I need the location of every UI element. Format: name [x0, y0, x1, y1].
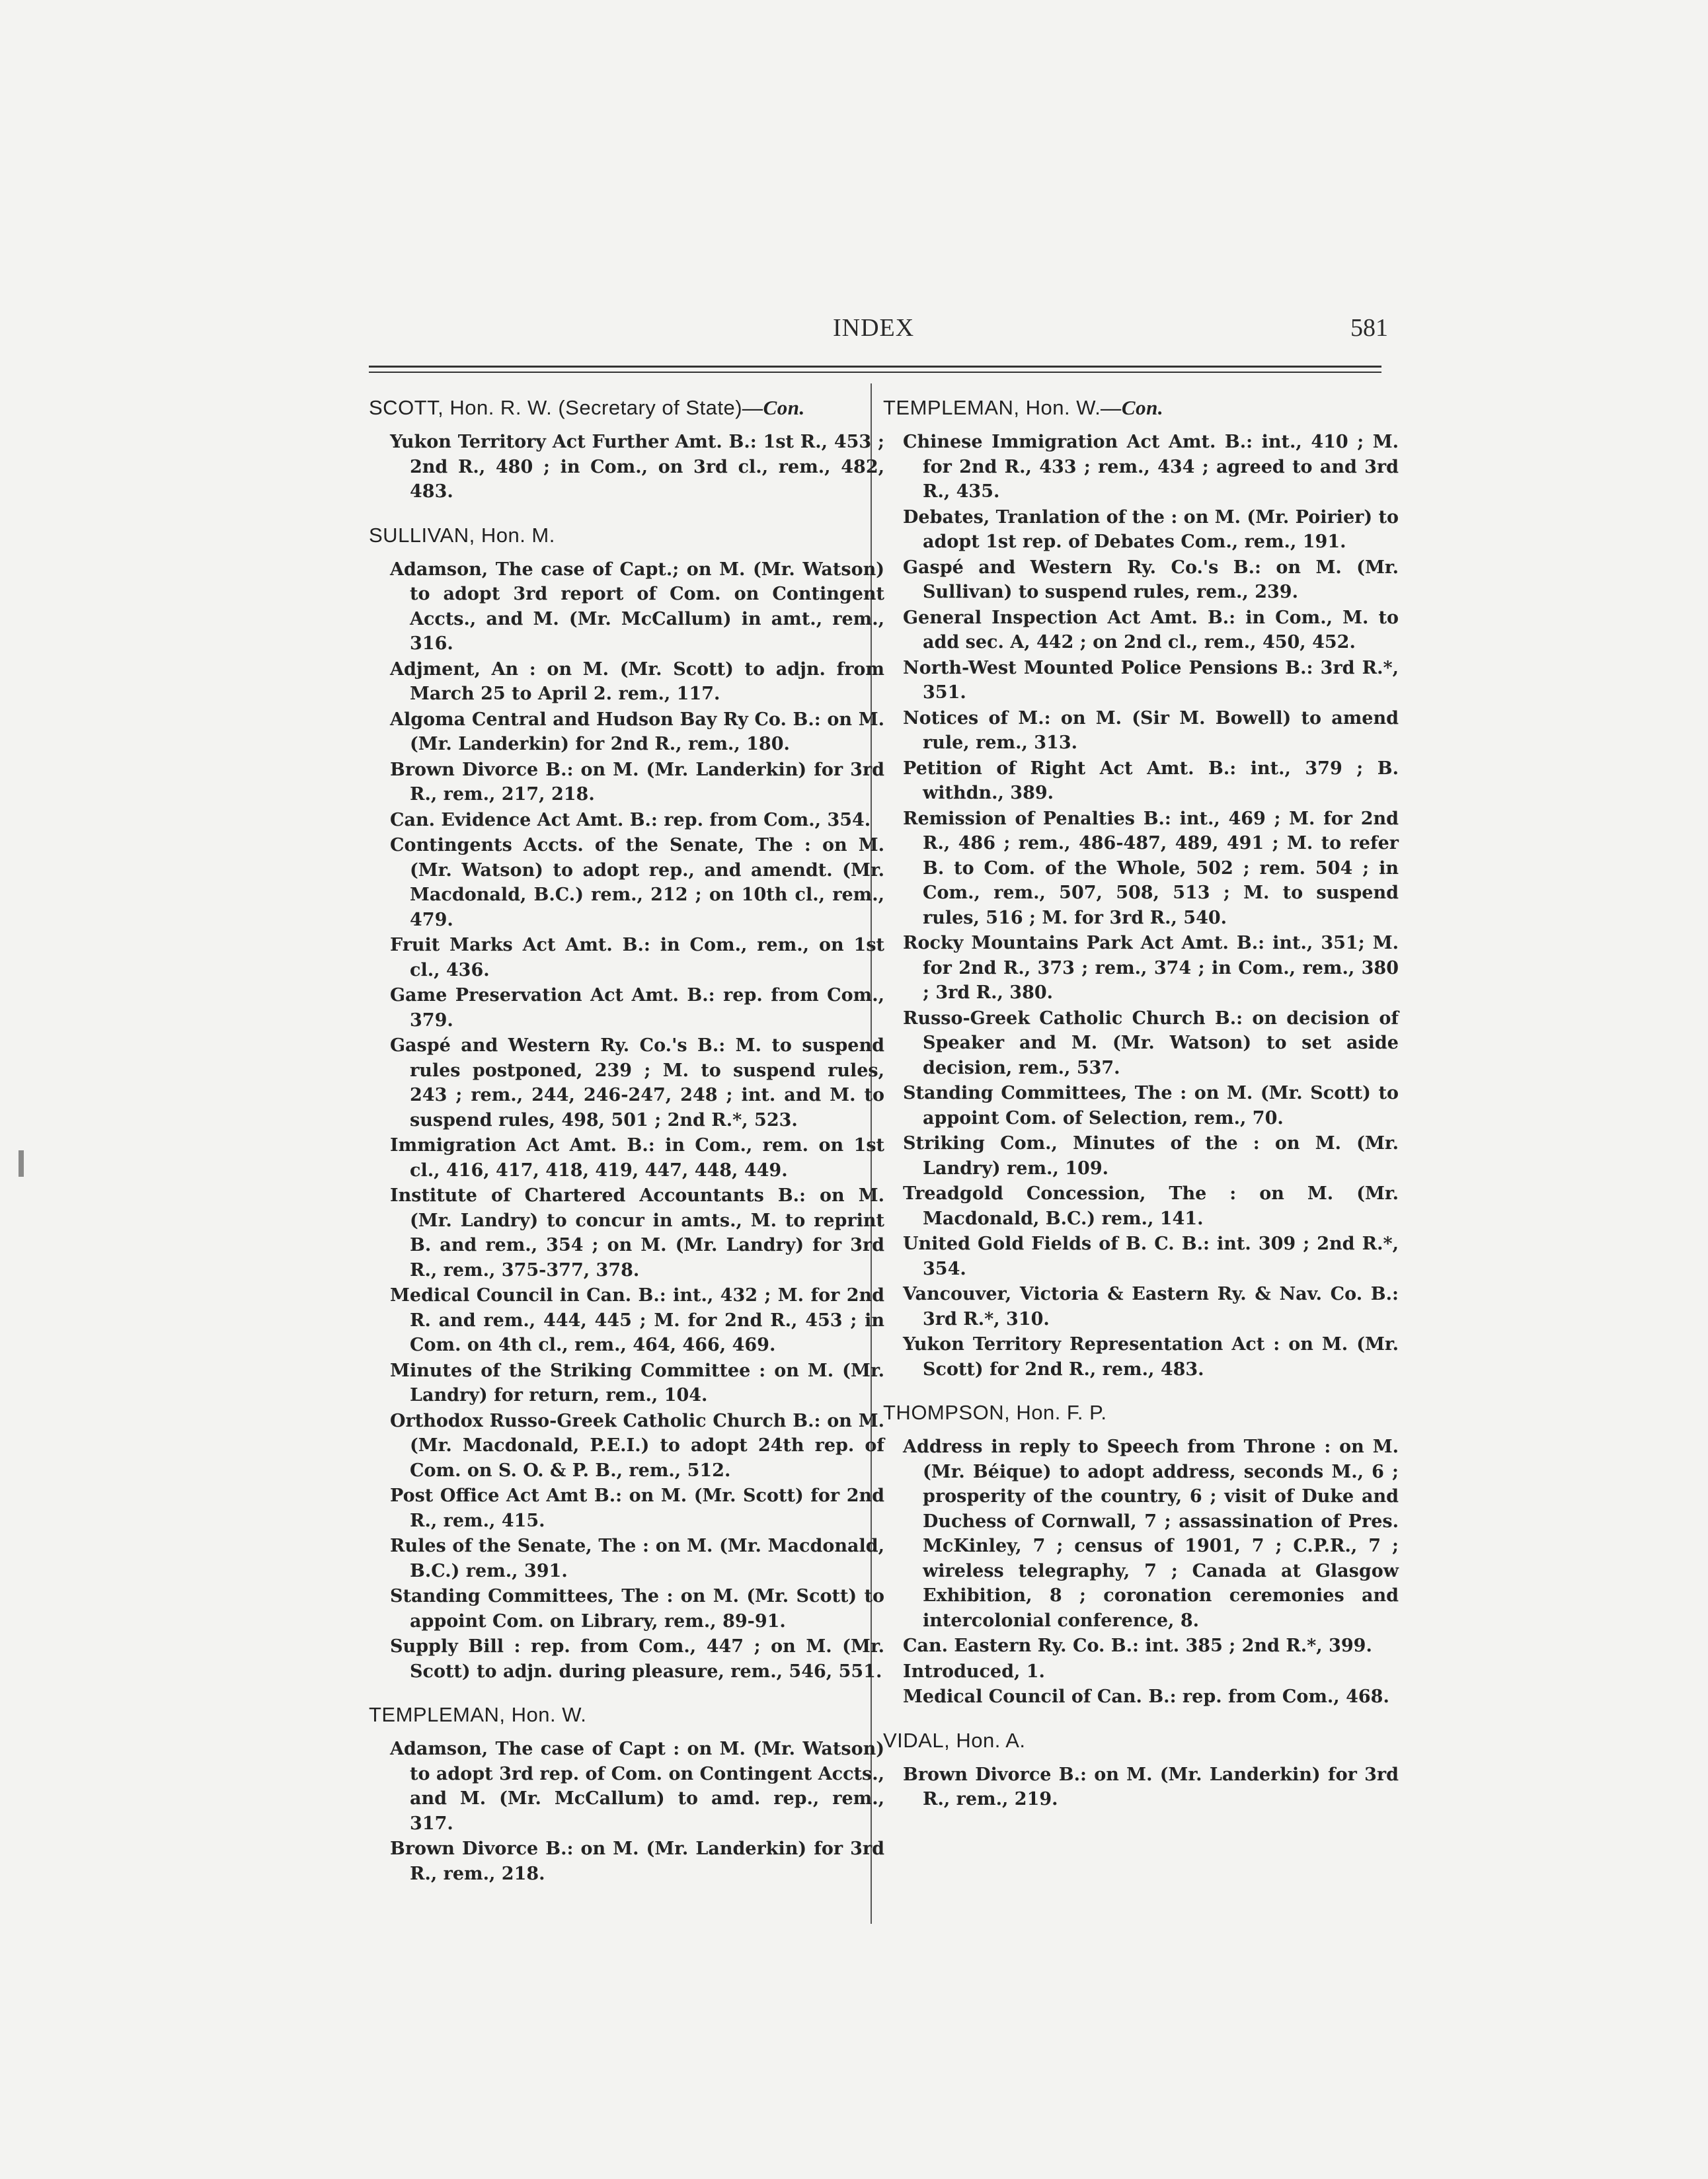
index-entry: Notices of M.: on M. (Sir M. Bowell) to amend rule, rem., 313.	[903, 707, 1399, 753]
index-entry: United Gold Fields of B. C. B.: int. 309 ; 2nd R.*, 354.	[903, 1234, 1399, 1279]
index-entry: Supply Bill : rep. from Com., 447 ; on M. (Mr. Scott) to adjn. during pleasure, rem., 546, 551.	[390, 1636, 884, 1682]
index-entry: Adamson, The case of Capt.; on M. (Mr. Watson) to adopt 3rd report of Com. on Contingent Accts., and M. (Mr. McCallum) in amt., rem., 316.	[390, 559, 884, 654]
member-name: VIDAL, Hon. A.	[883, 1728, 1026, 1752]
page-header	[370, 313, 1388, 353]
right-column	[883, 394, 1399, 1829]
continued-marker: —Con.	[742, 396, 805, 419]
page-number: 581	[1350, 314, 1388, 342]
header-rule-thin	[369, 372, 1381, 373]
left-column	[369, 394, 884, 1903]
index-entry: Vancouver, Victoria & Eastern Ry. & Nav. Co. B.: 3rd R.*, 310.	[903, 1284, 1399, 1329]
index-entry: Can. Eastern Ry. Co. B.: int. 385 ; 2nd R.*, 399.	[903, 1636, 1372, 1656]
index-entry: Address in reply to Speech from Throne : on M. (Mr. Béique) to adopt address, seconds M., 6 ; prosperity of the country, 6 ; visit of Duke and Duchess of Cornwall, 7 ; assassination of Pres. McKinley, 7 ; census of 1901, 7 ; C.P.R., 7 ; wireless telegraphy, 7 ; Canada at Glasgow Exhibition, 8 ; coronation ceremonies and intercolonial conference, 8.	[903, 1437, 1399, 1631]
index-entry: Gaspé and Western Ry. Co.'s B.: on M. (Mr. Sullivan) to suspend rules, rem., 239.	[903, 557, 1399, 602]
index-entry: Fruit Marks Act Amt. B.: in Com., rem., on 1st cl., 436.	[390, 935, 884, 980]
index-entry: Rocky Mountains Park Act Amt. B.: int., 351; M. for 2nd R., 373 ; rem., 374 ; in Com., rem., 380 ; 3rd R., 380.	[903, 933, 1399, 1003]
index-entry: Introduced, 1.	[903, 1661, 1045, 1682]
index-entry: Yukon Territory Representation Act : on M. (Mr. Scott) for 2nd R., rem., 483.	[903, 1334, 1399, 1380]
member-name: THOMPSON, Hon. F. P.	[883, 1401, 1107, 1424]
index-entry: North-West Mounted Police Pensions B.: 3rd R.*, 351.	[903, 657, 1399, 703]
section-heading	[883, 1399, 1399, 1427]
index-entry: Treadgold Concession, The : on M. (Mr. Macdonald, B.C.) rem., 141.	[903, 1183, 1399, 1229]
member-name: SULLIVAN, Hon. M.	[369, 523, 555, 547]
index-entry: Orthodox Russo-Greek Catholic Church B.: on M. (Mr. Macdonald, P.E.I.) to adopt 24th rep. of Com. on S. O. & P. B., rem., 512.	[390, 1410, 884, 1481]
index-entry: Medical Council in Can. B.: int., 432 ; M. for 2nd R. and rem., 444, 445 ; M. for 2nd R., 453 ; in Com. on 4th cl., rem., 464, 466, 469.	[390, 1285, 884, 1355]
index-entry: Can. Evidence Act Amt. B.: rep. from Com., 354.	[390, 809, 871, 830]
index-entry: Algoma Central and Hudson Bay Ry Co. B.: on M. (Mr. Landerkin) for 2nd R., rem., 180.	[390, 709, 884, 754]
member-name: SCOTT, Hon. R. W. (Secretary of State)	[369, 396, 743, 419]
header-rule	[369, 366, 1381, 368]
index-entry: Game Preservation Act Amt. B.: rep. from Com., 379.	[390, 985, 884, 1031]
index-section-templeman	[369, 1701, 884, 1886]
index-entry: Petition of Right Act Amt. B.: int., 379 ; B. withdn., 389.	[903, 758, 1399, 803]
index-entry: Russo-Greek Catholic Church B.: on decision of Speaker and M. (Mr. Watson) to set aside decision, rem., 537.	[903, 1008, 1399, 1078]
index-entry: Brown Divorce B.: on M. (Mr. Landerkin) for 3rd R., rem., 218.	[390, 1839, 884, 1884]
index-entry: Brown Divorce B.: on M. (Mr. Landerkin) for 3rd R., rem., 217, 218.	[390, 759, 884, 805]
index-section-scott	[369, 394, 884, 504]
index-entry: Adamson, The case of Capt : on M. (Mr. Watson) to adopt 3rd rep. of Com. on Contingent Accts., and M. (Mr. McCallum) to amd. rep., rem., 317.	[390, 1739, 884, 1834]
index-entry: Standing Committees, The : on M. (Mr. Scott) to appoint Com. of Selection, rem., 70.	[903, 1083, 1399, 1129]
index-entry: Institute of Chartered Accountants B.: on M. (Mr. Landry) to concur in amts., M. to reprint B. and rem., 354 ; on M. (Mr. Landry) for 3rd R., rem., 375-377, 378.	[390, 1185, 884, 1281]
section-heading	[369, 522, 884, 549]
index-entry: Immigration Act Amt. B.: in Com., rem. on 1st cl., 416, 417, 418, 419, 447, 448, 449.	[390, 1135, 884, 1181]
index-entry: Medical Council of Can. B.: rep. from Com., 468.	[903, 1686, 1389, 1707]
continued-marker: —Con.	[1101, 396, 1164, 419]
index-entry: Striking Com., Minutes of the : on M. (Mr. Landry) rem., 109.	[903, 1133, 1399, 1179]
section-heading	[369, 394, 884, 422]
index-entry: Adjment, An : on M. (Mr. Scott) to adjn. from March 25 to April 2. rem., 117.	[390, 658, 884, 704]
index-entry: Gaspé and Western Ry. Co.'s B.: M. to suspend rules postponed, 239 ; M. to suspend rules, 243 ; rem., 244, 246-247, 248 ; int. and M. to suspend rules, 498, 501 ; 2nd R.*, 523.	[390, 1035, 884, 1130]
index-entry: Standing Committees, The : on M. (Mr. Scott) to appoint Com. on Library, rem., 89-91.	[390, 1586, 884, 1632]
page-title: INDEX	[833, 314, 915, 342]
index-section-sullivan	[369, 522, 884, 1684]
index-entry: Post Office Act Amt B.: on M. (Mr. Scott) for 2nd R., rem., 415.	[390, 1486, 884, 1531]
index-entry: Debates, Tranlation of the : on M. (Mr. Poirier) to adopt 1st rep. of Debates Com., rem., 191.	[903, 506, 1399, 552]
index-section-vidal	[883, 1727, 1399, 1812]
index-section-thompson	[883, 1399, 1399, 1710]
index-entry: Minutes of the Striking Committee : on M. (Mr. Landry) for return, rem., 104.	[390, 1360, 884, 1406]
member-name: TEMPLEMAN, Hon. W.	[369, 1703, 587, 1726]
index-entry: Contingents Accts. of the Senate, The : on M. (Mr. Watson) to adopt rep., and amendt. (Mr. Macdonald, B.C.) rem., 212 ; on 10th cl., rem., 479.	[390, 835, 884, 930]
index-entry: Brown Divorce B.: on M. (Mr. Landerkin) for 3rd R., rem., 219.	[903, 1764, 1399, 1809]
section-heading	[883, 394, 1399, 422]
index-entry: General Inspection Act Amt. B.: in Com., M. to add sec. A, 442 ; on 2nd cl., rem., 450, 452.	[903, 607, 1399, 653]
scan-mark	[19, 1150, 24, 1177]
member-name: TEMPLEMAN, Hon. W.	[883, 396, 1101, 419]
section-heading	[369, 1701, 884, 1729]
section-heading	[883, 1727, 1399, 1755]
index-entry: Remission of Penalties B.: int., 469 ; M. for 2nd R., 486 ; rem., 486-487, 489, 491 ; M. to refer B. to Com. of the Whole, 502 ; rem. 504 ; in Com., rem., 507, 508, 513 ; M. to suspend rules, 516 ; M. for 3rd R., 540.	[903, 808, 1399, 928]
index-section-templeman	[883, 394, 1399, 1382]
index-entry: Rules of the Senate, The : on M. (Mr. Macdonald, B.C.) rem., 391.	[390, 1536, 884, 1581]
index-entry: Chinese Immigration Act Amt. B.: int., 410 ; M. for 2nd R., 433 ; rem., 434 ; agreed to and 3rd R., 435.	[903, 432, 1399, 502]
index-entry: Yukon Territory Act Further Amt. B.: 1st R., 453 ; 2nd R., 480 ; in Com., on 3rd cl., rem., 482, 483.	[390, 432, 884, 502]
